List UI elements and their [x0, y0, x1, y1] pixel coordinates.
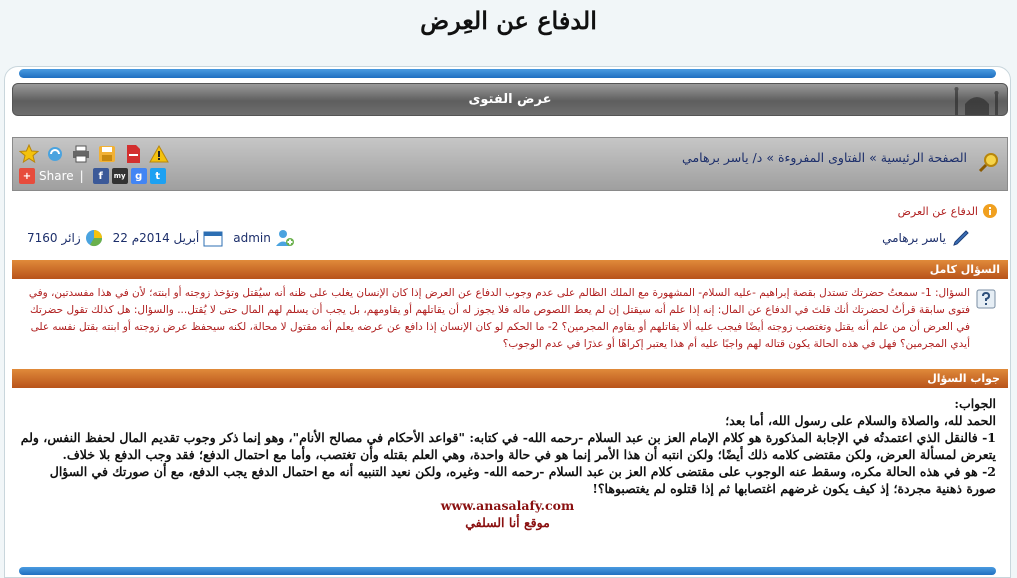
author-info	[882, 229, 970, 247]
myspace-icon[interactable]: my	[112, 168, 128, 184]
section-title: عرض الفتوى	[468, 92, 552, 107]
site-name: موقع أنا السلفي	[465, 515, 550, 530]
question-icon	[976, 289, 996, 309]
user-add-icon	[275, 229, 295, 247]
breadcrumb-home[interactable]: الصفحة الرئيسية	[880, 150, 967, 165]
bottom-accent-bar	[19, 567, 996, 575]
pen-icon	[952, 229, 970, 247]
top-accent-bar	[19, 69, 996, 78]
magnifier-icon	[977, 150, 1001, 174]
facebook-icon[interactable]: f	[93, 168, 109, 184]
publisher-link[interactable]: admin	[233, 231, 271, 245]
question-section-header: السؤال كامل	[12, 260, 1008, 279]
fatwa-subtitle-text: الدفاع عن العرض	[897, 204, 978, 218]
breadcrumb	[667, 150, 967, 166]
publish-info	[27, 229, 295, 247]
share-plus-icon[interactable]: +	[19, 168, 35, 184]
visitors-count: 7160	[27, 231, 58, 245]
google-icon[interactable]: g	[131, 168, 147, 184]
author-link[interactable]: ياسر برهامي	[882, 231, 946, 245]
pdf-icon[interactable]	[123, 144, 143, 164]
breadcrumb-bar	[12, 137, 1008, 191]
answer-block	[19, 395, 996, 531]
section-title-bar	[12, 83, 1008, 116]
save-icon[interactable]	[97, 144, 117, 164]
twitter-icon[interactable]: t	[150, 168, 166, 184]
publish-date: 22 أبريل 2014م	[112, 231, 200, 245]
toolbar	[19, 144, 175, 184]
breadcrumb-author[interactable]: د/ ياسر برهامي	[682, 150, 763, 165]
calendar-icon	[203, 229, 223, 247]
share-button[interactable]: Share	[39, 169, 74, 183]
breadcrumb-separator: »	[869, 150, 877, 165]
answer-label: الجواب:	[954, 396, 996, 411]
toolbar-divider: |	[79, 169, 84, 183]
content-frame	[4, 66, 1011, 578]
warning-icon[interactable]	[149, 144, 169, 164]
star-icon[interactable]	[19, 144, 39, 164]
refresh-icon[interactable]	[45, 144, 65, 164]
breadcrumb-category[interactable]: الفتاوى المفروءة	[777, 150, 866, 165]
breadcrumb-separator: »	[766, 150, 774, 165]
question-text: السؤال: 1- سمعتُ حضرتك تستدل بقصة إبراهيم -عليه السلام- المشهورة مع الملك الظالم على عدم وجوب الدفاع عن العرض إذا كان الإنسان يغلب على ظنه أنه سيُقتل وتؤخذ زوجته أو ابنته؛ لأن في هذا مفسدتين، وفي فتوى سابقة قرأتُ لحضرتك أنك قلتَ في الدفاع عن المال: إنه إذا علم أنه سيقتل إن لم يعط اللصوص ماله فلا يجوز له أن يقاتلهم أو يقاومهم، بل يجب أن يسلم لهم المال حتى لا يُقتل... والسؤال: هل كذلك تقول حضرتك في العرض أن من علم أنه يقتل وتغتصب زوجته أيضًا فيجب عليه ألا يقاتلهم أو يقاوم المجرمين؟ 2- ما الحكم لو كان الإنسان إذا دافع عن عرضه يعلم أنه مقتول لا محالة، لكنه سيحفظ عرض زوجته أو ابنته بقتل نفسه على أيدي المجرمين؟ فهل في هذه الحالة يكون قتاله لهم واجبًا عليه أم هذا يعتبر إكراهًا أو عذرًا في عدم الوجوب؟	[28, 287, 970, 350]
answer-section-header: جواب السؤال	[12, 369, 1008, 388]
site-url[interactable]: www.anasalafy.com	[440, 498, 575, 513]
mosque-icon	[951, 84, 1007, 115]
answer-greeting: الحمد لله، والصلاة والسلام على رسول الله، أما بعد؛	[725, 413, 996, 428]
question-block	[23, 285, 996, 357]
fatwa-subtitle	[898, 203, 998, 219]
chart-icon	[85, 229, 103, 247]
info-icon	[982, 203, 998, 219]
page-title: الدفاع عن العِرض	[420, 6, 597, 35]
print-icon[interactable]	[71, 144, 91, 164]
visitors-label: زائر	[61, 231, 81, 245]
answer-point-1: 1- فالنقل الذي اعتمدتُه في الإجابة المذكورة هو كلام الإمام العز بن عبد السلام -رحمه الله- في كتابه: "قواعد الأحكام في مصالح الأنام"، وهو إنما ذكر وجوب تقديم المال لحفظ النفس، ولم يتعرض لمسألة العرض، ولكن مقتضى كلامه ذلك أيضًا؛ ولكن انتبه أن هذا الأمر إنما هو في حالة واحدة، وهي العلم بقتله وأن تغتصب، وأما مع احتمال الدفع؛ فقد وجب الدفع بلا خلاف.	[20, 430, 996, 462]
fatwa-meta	[5, 227, 1010, 249]
answer-point-2: 2- هو في هذه الحالة مكره، وسقط عنه الوجوب على مقتضى كلام العز بن عبد السلام -رحمه الله- وغيره، ولكن نعيد التنبيه أنه مع احتمال الدفع يجب الدفع، مع أن صورتك في السؤال صورة ذهنية مجردة؛ إذ كيف يكون غرضهم اغتصابها ثم إذا قتلوه لم يغتصبوها؟!	[49, 464, 996, 496]
